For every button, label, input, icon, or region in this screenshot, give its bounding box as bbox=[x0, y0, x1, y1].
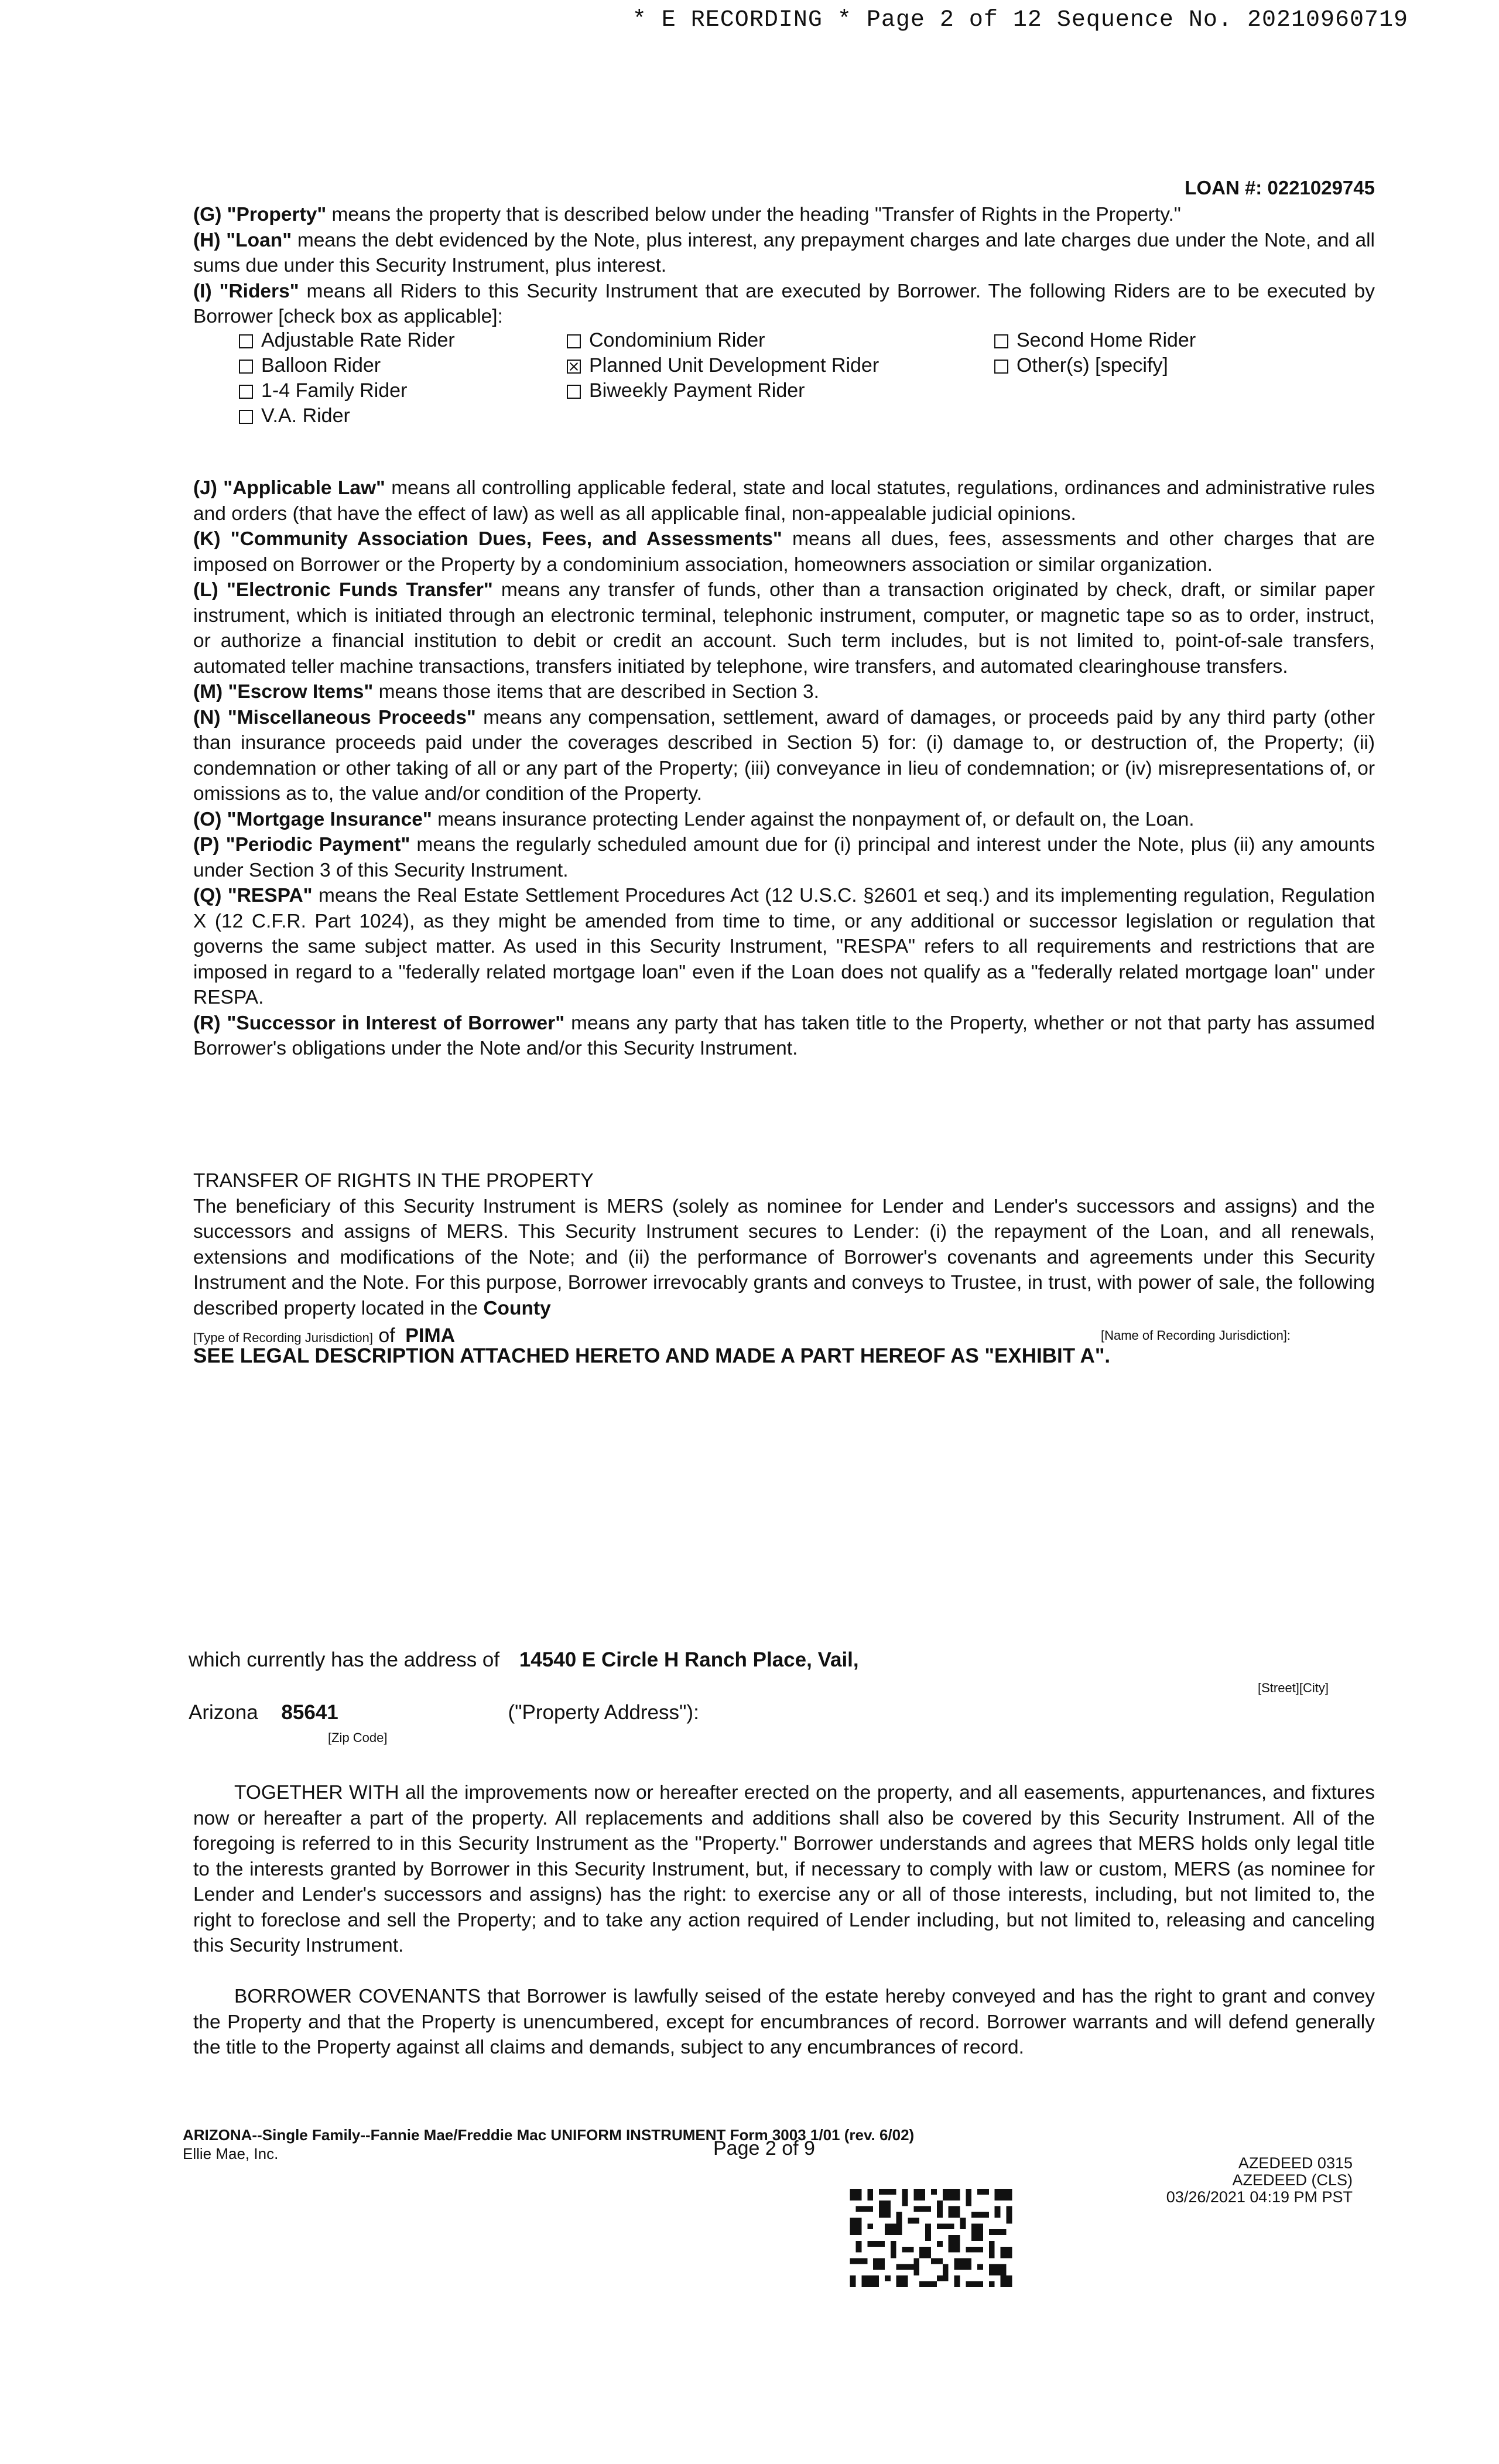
jurisdiction-line: [Type of Recording Jurisdiction] of PIMA bbox=[193, 1325, 456, 1347]
rider-biweekly-payment[interactable]: Biweekly Payment Rider bbox=[567, 378, 805, 404]
jurisdiction-type-label: [Type of Recording Jurisdiction] bbox=[193, 1330, 373, 1345]
barcode-icon bbox=[849, 2189, 1013, 2287]
rider-adjustable-rate[interactable]: Adjustable Rate Rider bbox=[239, 328, 455, 354]
company-name: Ellie Mae, Inc. bbox=[183, 2145, 279, 2162]
covenants-section bbox=[193, 1984, 1375, 2061]
checkbox-icon[interactable] bbox=[994, 334, 1008, 348]
transfer-paragraph: The beneficiary of this Security Instrument is MERS (solely as nominee for Lender and Lender's successors and assigns) and the successors and assigns of MERS. This Security Instrument secures to Lender: (i) the repayment of the Loan, and all renewals, extensions and modifications of the Note; and (ii) the performance of Borrower's covenants and agreements under this Security Instrument and the Note. For this purpose, Borrower irrevocably grants and conveys to Trustee, in trust, with power of sale, the following described property located in the County bbox=[193, 1195, 1375, 1319]
covenants-paragraph: BORROWER COVENANTS that Borrower is lawfully seised of the estate hereby conveyed and has the right to grant and convey the Property and that the Property is unencumbered, except for encumbrances of record. Borrower warrants and will defend generally the title to the Property against all claims and demands, subject to any encumbrances of record. bbox=[193, 1986, 1375, 2058]
rider-second-home[interactable]: Second Home Rider bbox=[994, 328, 1196, 354]
footer-codes bbox=[1166, 2155, 1353, 2206]
definition-n: (N) "Miscellaneous Proceeds" means any compensation, settlement, award of damages, or proceeds paid by any third party (other than insurance proceeds paid under the coverages described in Section 5) for: (i) damage to, or destruction of, the Property; (ii) condemnation or other taking of all or any part of the Property; (iii) conveyance in lieu of condemnation; or (iv) misrepresentations of, or omissions as to, the value and/or condition of the Property. bbox=[193, 706, 1375, 805]
checkbox-icon[interactable] bbox=[239, 385, 253, 399]
state-zip-line bbox=[189, 1701, 699, 1724]
rider-1-4-family[interactable]: 1-4 Family Rider bbox=[239, 378, 407, 404]
definition-r: (R) "Successor in Interest of Borrower" means any party that has taken title to the Property, whether or not that party has assumed Borrower's obligations under the Note and/or this Security Instrument. bbox=[193, 1012, 1375, 1059]
page-number: Page 2 of 9 bbox=[713, 2137, 815, 2160]
jurisdiction-name: PIMA bbox=[405, 1325, 456, 1347]
form-code-1: AZEDEED 0315 bbox=[1238, 2154, 1353, 2172]
definitions-top bbox=[193, 202, 1375, 330]
form-code-2: AZEDEED (CLS) bbox=[1232, 2171, 1353, 2189]
rider-va[interactable]: V.A. Rider bbox=[239, 403, 350, 429]
definition-o: (O) "Mortgage Insurance" means insurance protecting Lender against the nonpayment of, or default on, the Loan. bbox=[193, 808, 1195, 830]
definitions-bottom bbox=[193, 475, 1375, 1062]
print-timestamp: 03/26/2021 04:19 PM PST bbox=[1166, 2188, 1353, 2206]
definition-p: (P) "Periodic Payment" means the regularly scheduled amount due for (i) principal and interest under the Note, plus (ii) any amounts under Section 3 of this Security Instrument. bbox=[193, 834, 1375, 881]
checkbox-icon[interactable] bbox=[994, 360, 1008, 374]
definition-j: (J) "Applicable Law" means all controlling applicable federal, state and local statutes, regulations, ordinances and administrative rules and orders (that have the effect of law) as well as all applicable final, non-appealable judicial opinions. bbox=[193, 477, 1375, 525]
jurisdiction-name-label: [Name of Recording Jurisdiction]: bbox=[1101, 1328, 1291, 1343]
together-paragraph: TOGETHER WITH all the improvements now or hereafter erected on the property, and all easements, appurtenances, and fixtures now or hereafter a part of the property. All replacements and additions shall also be covered by this Security Instrument. All of the foregoing is referred to in this Security Instrument as the "Property." Borrower understands and agrees that MERS holds only legal title to the interests granted by Borrower in this Security Instrument, but, if necessary to comply with law or custom, MERS (as nominee for Lender and Lender's successors and assigns) has the right: to exercise any or all of those interests, including, but not limited to, the right to foreclose and sell the Property; and to take any action required of Lender including, but not limited to, releasing and canceling this Security Instrument. bbox=[193, 1782, 1375, 1956]
recording-header: * E RECORDING * Page 2 of 12 Sequence No. 20210960719 bbox=[632, 7, 1408, 33]
rider-condominium[interactable]: Condominium Rider bbox=[567, 328, 765, 354]
jurisdiction-type: County bbox=[483, 1297, 551, 1319]
checkbox-icon[interactable] bbox=[567, 334, 581, 348]
checkbox-icon[interactable] bbox=[239, 334, 253, 348]
zip-code: 85641 bbox=[281, 1701, 338, 1724]
transfer-heading: TRANSFER OF RIGHTS IN THE PROPERTY bbox=[193, 1170, 594, 1192]
checkbox-icon[interactable] bbox=[239, 360, 253, 374]
state: Arizona bbox=[189, 1701, 258, 1724]
definition-k: (K) "Community Association Dues, Fees, and Assessments" means all dues, fees, assessments and other charges that are imposed on Borrower or the Property by a condominium association, homeowners association or similar organization. bbox=[193, 528, 1375, 576]
definition-h: (H) "Loan" means the debt evidenced by the Note, plus interest, any prepayment charges and late charges due under the Note, and all sums due under this Security Instrument, plus interest. bbox=[193, 229, 1375, 276]
definition-m: (M) "Escrow Items" means those items that are described in Section 3. bbox=[193, 681, 819, 703]
rider-planned-unit-development[interactable]: Planned Unit Development Rider bbox=[567, 353, 879, 379]
checkbox-icon[interactable] bbox=[567, 385, 581, 399]
address-line: which currently has the address of 14540 E Circle H Ranch Place, Vail, bbox=[189, 1648, 859, 1671]
definition-i: (I) "Riders" means all Riders to this Security Instrument that are executed by Borrower. The following Riders are to be executed by Borrower [check box as applicable]: bbox=[193, 280, 1375, 327]
street-city-label: [Street][City] bbox=[1258, 1681, 1329, 1695]
rider-balloon[interactable]: Balloon Rider bbox=[239, 353, 381, 379]
zip-code-label: [Zip Code] bbox=[328, 1730, 388, 1745]
legal-description: SEE LEGAL DESCRIPTION ATTACHED HERETO AND MADE A PART HEREOF AS "EXHIBIT A". bbox=[193, 1344, 1111, 1367]
definition-g: (G) "Property" means the property that is described below under the heading "Transfer of Rights in the Property." bbox=[193, 204, 1181, 225]
transfer-section bbox=[193, 1168, 1375, 1321]
definition-q: (Q) "RESPA" means the Real Estate Settlement Procedures Act (12 U.S.C. §2601 et seq.) and its implementing regulation, Regulation X (12 C.F.R. Part 1024), as they might be amended from time to time, or any additional or successor legislation or regulation that governs the same subject matter. As used in this Security Instrument, "RESPA" refers to all requirements and restrictions that are imposed in regard to a "federally related mortgage loan" even if the Loan does not qualify as a "federally related mortgage loan" under RESPA. bbox=[193, 885, 1375, 1008]
together-section bbox=[193, 1780, 1375, 1959]
rider-other[interactable]: Other(s) [specify] bbox=[994, 353, 1168, 379]
checkbox-checked-icon[interactable] bbox=[567, 360, 581, 374]
form-line: ARIZONA--Single Family--Fannie Mae/Freddie Mac UNIFORM INSTRUMENT Form 3003 1/01 (rev. 6/02) bbox=[183, 2126, 915, 2144]
checkbox-icon[interactable] bbox=[239, 410, 253, 424]
definition-l: (L) "Electronic Funds Transfer" means any transfer of funds, other than a transaction originated by check, draft, or similar paper instrument, which is initiated through an electronic terminal, telephonic instrument, computer, or magnetic tape so as to order, instruct, or authorize a financial institution to debit or credit an account. Such term includes, but is not limited to, point-of-sale transfers, automated teller machine transactions, transfers initiated by telephone, wire transfers, and automated clearinghouse transfers. bbox=[193, 579, 1375, 677]
property-address-label: ("Property Address"): bbox=[508, 1701, 699, 1724]
street-city: 14540 E Circle H Ranch Place, Vail, bbox=[519, 1648, 859, 1671]
loan-number: LOAN #: 0221029745 bbox=[1185, 177, 1375, 199]
